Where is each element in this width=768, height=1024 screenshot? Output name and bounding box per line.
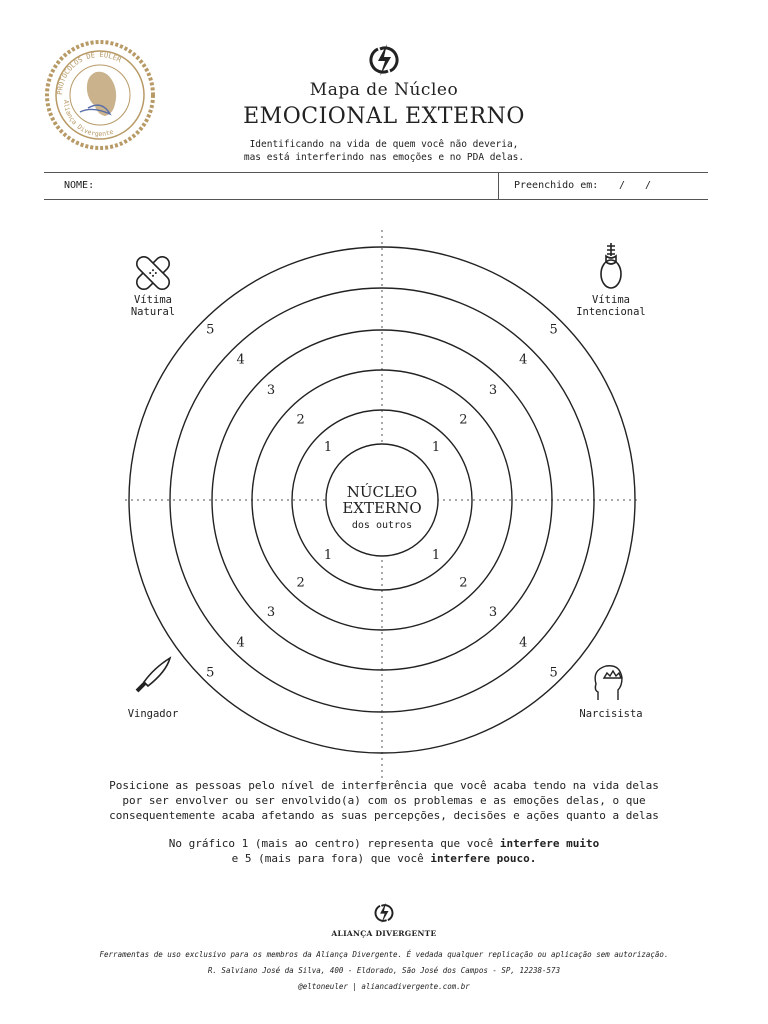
ring-level-label: 4: [519, 635, 528, 651]
form-top-rule: [44, 172, 708, 173]
knife-icon: [137, 658, 170, 691]
legend-line2: [0, 851, 768, 866]
ring-level-label: 3: [266, 383, 276, 398]
bandage-icon: [125, 245, 182, 302]
ring-level-label: 4: [236, 352, 245, 368]
instructions: [0, 778, 768, 823]
name-field-label: NOME:: [64, 180, 95, 191]
crowned-head-icon: [595, 666, 622, 700]
legend-line2-text: e 5 (mais para fora) que você: [231, 852, 431, 865]
ring-level-label: 1: [323, 440, 333, 455]
ring-level-label: 2: [296, 412, 305, 428]
ring-level-label: 1: [323, 548, 333, 563]
quadrant-label-narcisista: Narcisista: [579, 708, 643, 720]
core-label-line2: EXTERNO: [342, 499, 422, 517]
quadrant-label-vitima-natural-line1: Vítima: [134, 294, 172, 306]
quadrant-label-vingador: Vingador: [127, 708, 179, 720]
footer-disclaimer: Ferramentas de uso exclusivo para os membros da Aliança Divergente. É vedada qualquer replicação ou aplicação sem autorização.: [99, 950, 669, 959]
legend-line1-text: No gráfico 1 (mais ao centro) representa que você: [168, 837, 500, 850]
ring-level-label: 5: [206, 665, 215, 681]
form-separator: [498, 172, 499, 200]
core-label-line3: dos outros: [351, 520, 413, 531]
ring-level-label: 3: [488, 383, 498, 398]
legend-line1: [0, 836, 768, 851]
quadrant-label-vitima-intencional-line2: Intencional: [576, 306, 646, 318]
page-subtitle: [0, 138, 768, 164]
quadrant-label-vitima-natural-line2: Natural: [130, 306, 176, 318]
ring-level-label: 5: [549, 665, 558, 681]
ring-level-label: 2: [296, 575, 305, 591]
ring-level-label: 4: [236, 635, 245, 651]
ring-level-label: 1: [431, 440, 441, 455]
core-label-line1: NÚCLEO: [346, 483, 418, 501]
quadrant-label-vitima-intencional-line1: Vítima: [592, 294, 630, 306]
instructions-line2: por ser envolver ou ser envolvido(a) com os problemas e as emoções delas, o que: [122, 794, 646, 807]
noose-icon: [601, 243, 621, 288]
brand-mark-icon: [364, 40, 404, 80]
instructions-line3: consequentemente acaba afetando as suas percepções, decisões e ações quanto a delas: [109, 809, 659, 822]
subtitle-line1: Identificando na vida de quem você não deveria,: [249, 139, 519, 150]
seal-text-top: PROTOCOLOS DE EULER: [55, 50, 123, 96]
brand-name: ALIANÇA DIVERGENTE: [331, 929, 437, 938]
page-title-line1: Mapa de Núcleo: [309, 80, 459, 100]
legend-line2-emphasis: interfere pouco.: [430, 852, 537, 865]
footer-address: R. Salviano José da Silva, 400 - Eldorado, São José dos Campos - SP, 12238-573: [207, 966, 561, 975]
ring-level-label: 5: [206, 322, 215, 338]
ring-level-label: 2: [459, 412, 468, 428]
ring-level-label: 4: [519, 352, 528, 368]
ring-level-label: 5: [549, 322, 558, 338]
date-field-label: Preenchido em:: [514, 180, 599, 191]
subtitle-line2: mas está interferindo nas emoções e no PDA delas.: [243, 152, 525, 163]
ring-level-label: 3: [266, 605, 276, 620]
legend-line1-emphasis: interfere muito: [499, 837, 600, 850]
scale-legend: [0, 836, 768, 866]
date-separator: /: [619, 180, 626, 191]
footer-contact: @eltoneuler | aliancadivergente.com.br: [298, 982, 470, 991]
instructions-line1: Posicione as pessoas pelo nível de interferência que você acaba tendo na vida delas: [109, 779, 659, 792]
date-separator: /: [645, 180, 652, 191]
form-row: [44, 172, 708, 200]
target-diagram: [0, 200, 768, 800]
brand-mark-icon: [371, 900, 397, 926]
ring-level-label: 2: [459, 575, 468, 591]
ring-level-label: 3: [488, 605, 498, 620]
ring-level-label: 1: [431, 548, 441, 563]
seal-text-bottom: Aliança Divergente: [61, 99, 115, 139]
page-title-line2: EMOCIONAL EXTERNO: [243, 104, 525, 129]
